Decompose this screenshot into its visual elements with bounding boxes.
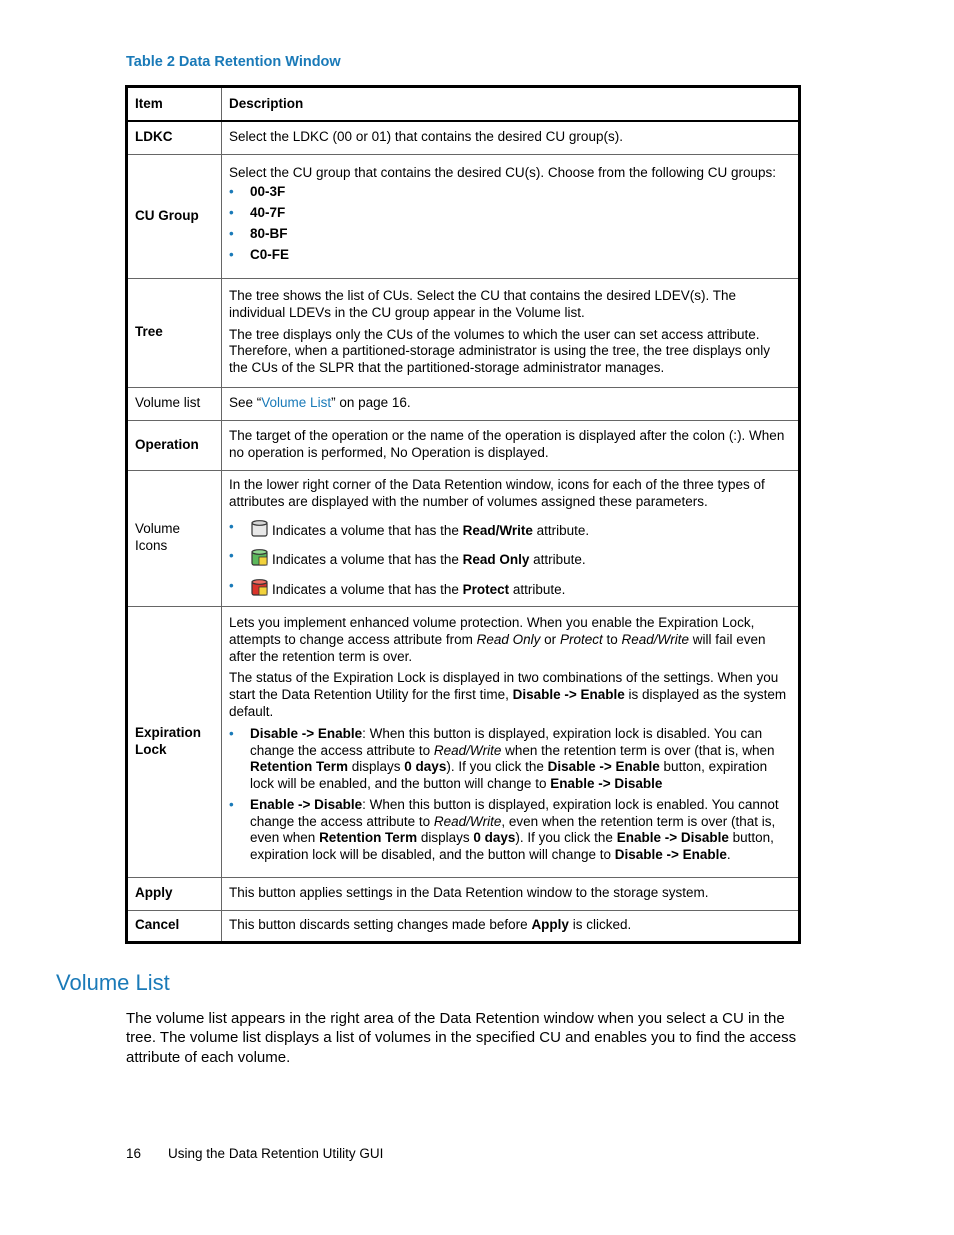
table-row [127, 606, 800, 877]
data-retention-window-table [125, 85, 801, 944]
row-item-tree: Tree [127, 278, 222, 387]
protect-volume-icon [250, 578, 269, 597]
row-desc-expiration-lock [222, 606, 800, 877]
row-item-volume-list: Volume list [127, 387, 222, 420]
list-item [229, 578, 792, 599]
volume-icons-list [229, 519, 792, 599]
icon-desc-suffix: attribute. [509, 582, 566, 598]
section-heading: Volume List [56, 970, 170, 995]
page-footer [126, 1146, 383, 1161]
row-desc-cu-group [222, 154, 800, 278]
row-item-operation: Operation [127, 420, 222, 470]
cu-group-option: C0-FE [250, 246, 290, 262]
row-item-ldkc: LDKC [127, 121, 222, 154]
see-suffix: ” on page 16. [331, 395, 411, 411]
page-number: 16 [126, 1146, 142, 1161]
list-item [229, 247, 792, 264]
table-row [127, 910, 800, 942]
row-item-cancel: Cancel [127, 910, 222, 942]
list-item [229, 205, 792, 222]
row-desc-cancel: This button discards setting changes made before Apply is clicked. [222, 910, 800, 942]
row-desc-volume-list [222, 387, 800, 420]
table-row [127, 420, 800, 470]
expiration-lock-text-2: The status of the Expiration Lock is displayed in two combinations of the settings. When you start the Data Retention Utility for the first time, Disable -> Enable is displayed as the system default. [229, 670, 787, 719]
list-item [229, 226, 792, 243]
row-desc-apply: This button applies settings in the Data Retention window to the storage system. [222, 877, 800, 910]
expiration-lock-text-1: Lets you implement enhanced volume protection. When you enable the Expiration Lock, attempts to change access attribute from Read Only or Protect to Read/Write will fail even after the retention term is over. [229, 614, 766, 664]
volume-icons-intro: In the lower right corner of the Data Retention window, icons for each of the three types of attributes are displayed with the number of volumes assigned these parameters. [229, 477, 765, 509]
header-description: Description [222, 87, 800, 122]
tree-text-2: The tree displays only the CUs of the volumes to which the user can set access attribute. Therefore, when a partitioned-storage administrator is using the tree, the tree displays only the CUs of the SLPR that the partitioned-storage administrator manages. [229, 326, 771, 376]
table-row [127, 121, 800, 154]
expiration-lock-list [229, 726, 792, 864]
tree-text-1: The tree shows the list of CUs. Select the CU that contains the desired LDEV(s). The individual LDEVs in the CU group appear in the Volume list. [229, 288, 736, 320]
list-item [229, 184, 792, 201]
section-body: The volume list appears in the right area of the Data Retention window when you select a CU in the tree. The volume list displays a list of volumes in the specified CU and enables you to find the access attribute of each volume. [126, 1010, 797, 1066]
volume-list-link[interactable]: Volume List [261, 395, 332, 411]
table-row [127, 278, 800, 387]
table-row [127, 470, 800, 606]
read-only-volume-icon [250, 548, 269, 567]
attr-protect: Protect [462, 582, 510, 598]
table-row [127, 154, 800, 278]
row-desc-ldkc: Select the LDKC (00 or 01) that contains the desired CU group(s). [222, 121, 800, 154]
see-prefix: See “ [229, 395, 262, 411]
attr-read-write: Read/Write [462, 522, 533, 538]
row-item-expiration-lock: Expiration Lock [127, 606, 222, 877]
row-desc-operation: The target of the operation or the name of the operation is displayed after the colon (:). When no operation is performed, No Operation is displayed. [222, 420, 800, 470]
footer-title: Using the Data Retention Utility GUI [168, 1146, 384, 1161]
row-desc-volume-icons [222, 470, 800, 606]
icon-desc-prefix: Indicates a volume that has the [272, 552, 463, 568]
icon-desc-prefix: Indicates a volume that has the [272, 582, 463, 598]
cu-group-text: Select the CU group that contains the desired CU(s). Choose from the following CU groups: [229, 164, 777, 180]
list-item [229, 548, 792, 569]
icon-desc-suffix: attribute. [529, 552, 586, 568]
read-write-volume-icon [250, 519, 269, 538]
table-row [127, 387, 800, 420]
icon-desc-suffix: attribute. [532, 522, 590, 538]
row-item-apply: Apply [127, 877, 222, 910]
row-item-cu-group: CU Group [127, 154, 222, 278]
list-item [229, 519, 792, 540]
table-row [127, 877, 800, 910]
icon-desc-prefix: Indicates a volume that has the [272, 522, 463, 538]
cu-group-list [229, 184, 792, 263]
row-desc-tree [222, 278, 800, 387]
header-item: Item [127, 87, 222, 122]
list-item: • Disable -> Enable: When this button is displayed, expiration lock is disabled. You can change the access attribute to Read/Write when the retention term is over (that is, when Retention Term displays 0 days). If you click the Disable -> Enable button, expiration lock will be enabled, and the button will change to Enable -> Disable [229, 726, 792, 793]
cu-group-option: 00-3F [250, 184, 286, 200]
table-header-row [127, 87, 800, 122]
cu-group-option: 80-BF [250, 225, 288, 241]
attr-read-only: Read Only [462, 552, 530, 568]
row-item-volume-icons: Volume Icons [127, 470, 222, 606]
table-caption: Table 2 Data Retention Window [126, 54, 341, 70]
list-item: • Enable -> Disable: When this button is displayed, expiration lock is enabled. You cannot change the access attribute to Read/Write, even when the retention term is over (that is, even when Retention Term displays 0 days). If you click the Enable -> Disable button, expiration lock will be disabled, and the button will change to Disable -> Enable. [229, 797, 792, 864]
cu-group-option: 40-7F [250, 205, 286, 221]
